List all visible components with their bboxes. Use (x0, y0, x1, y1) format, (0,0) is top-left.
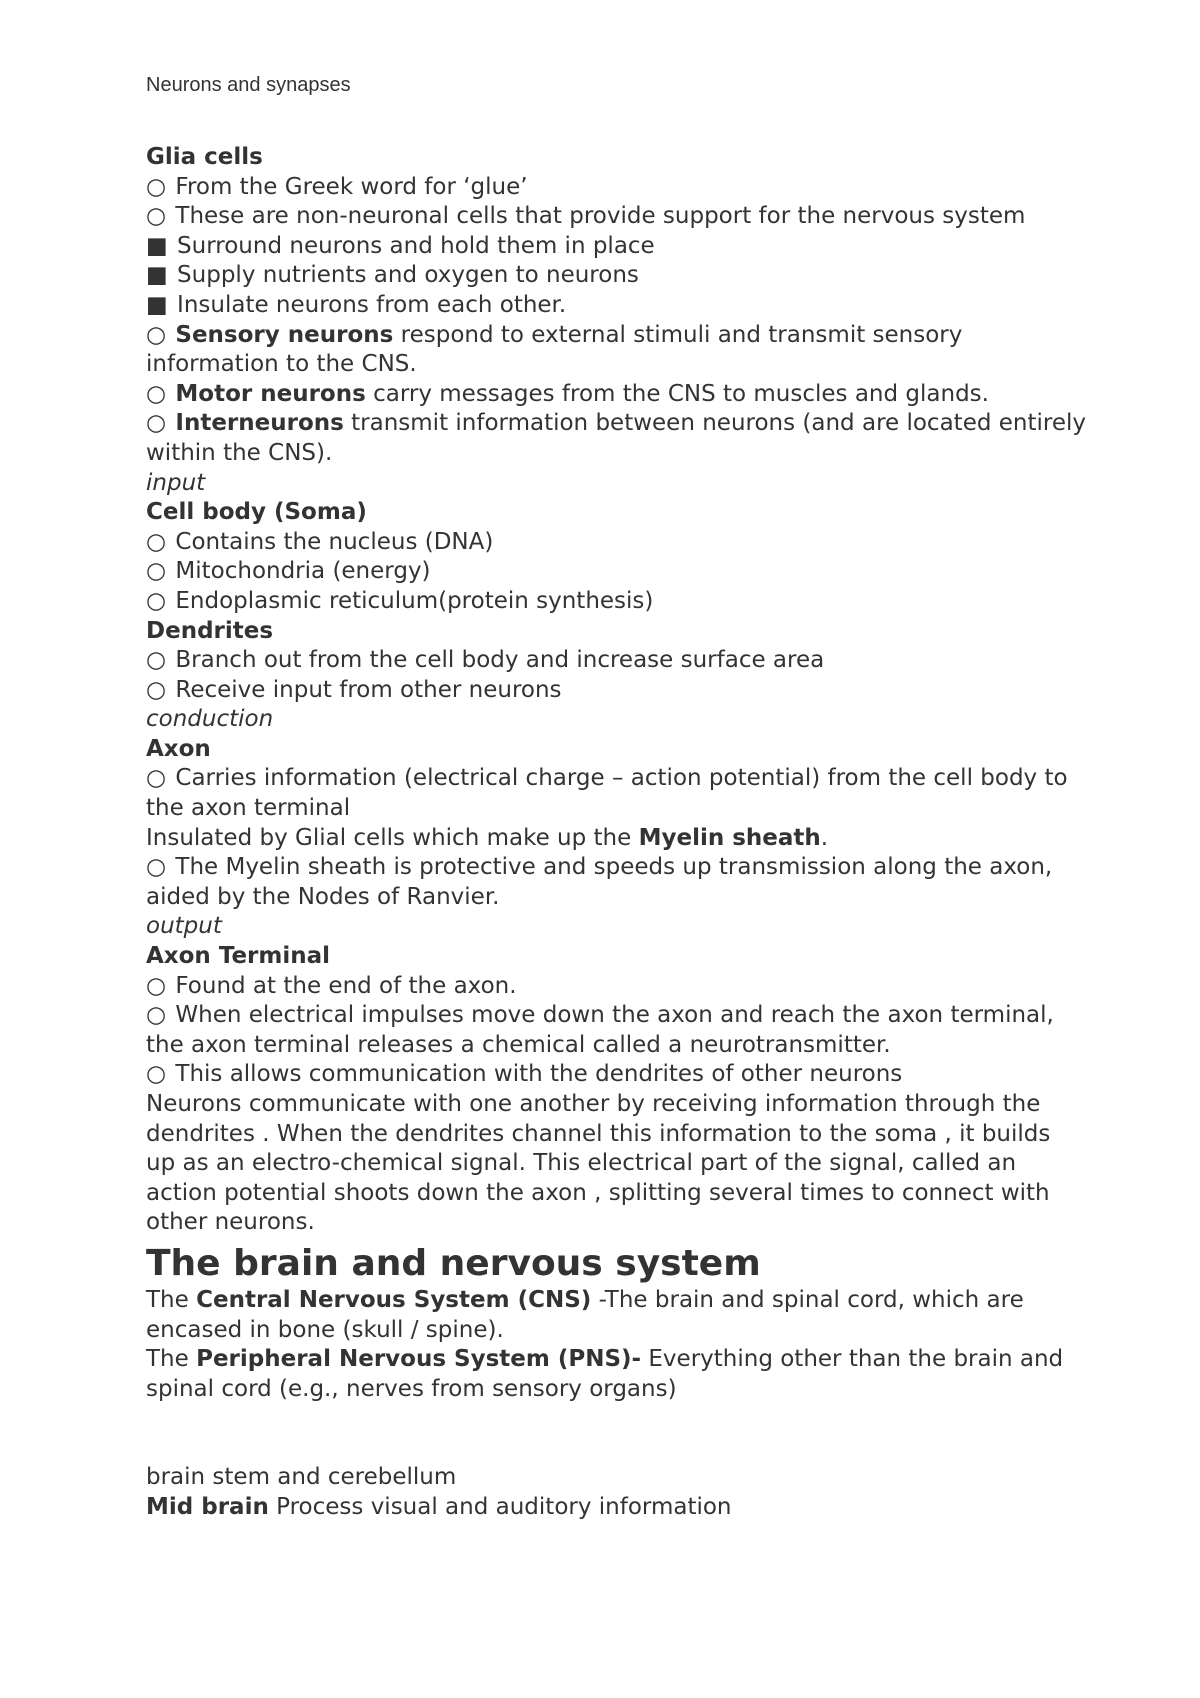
hollow-circle-bullet-icon: ○ (146, 173, 167, 200)
blank-space (146, 1404, 1086, 1463)
hollow-circle-bullet-icon: ○ (146, 528, 167, 555)
running-header: Neurons and synapses (146, 74, 351, 96)
text-line-brain-stem: brain stem and cerebellum (146, 1464, 457, 1491)
term-cns: Central Nervous System (CNS) (196, 1286, 592, 1313)
section-heading-glia: Glia cells (146, 144, 263, 170)
section-heading-axon: Axon (146, 735, 211, 762)
bullet-item: ○ Sensory neurons respond to external stimuli and transmit sensory information to the CNS. (146, 321, 963, 378)
solid-square-bullet-icon: ■ (146, 262, 168, 289)
term-motor-neurons: Motor neurons (175, 380, 366, 407)
term-pns: Peripheral Nervous System (PNS)- (196, 1346, 642, 1373)
hollow-circle-bullet-icon: ○ (146, 972, 167, 999)
bullet-item: ○ When electrical impulses move down the axon and reach the axon terminal, the axon terminal releases a chemical called a neurotransmitter. (146, 1002, 1054, 1058)
section-label-output: output (146, 913, 222, 940)
text-line-mid-brain: Mid brain Process visual and auditory information (146, 1493, 732, 1520)
section-heading-dendrites: Dendrites (146, 617, 274, 644)
hollow-circle-bullet-icon: ○ (146, 854, 167, 881)
hollow-circle-bullet-icon: ○ (146, 1061, 167, 1088)
bullet-item: ○ This allows communication with the dendrites of other neurons (146, 1060, 1086, 1090)
term-sensory-neurons: Sensory neurons (175, 321, 394, 348)
bullet-item: ○ Carries information (electrical charge – action potential) from the cell body to the axon terminal (146, 765, 1068, 822)
term-myelin-sheath: Myelin sheath (638, 824, 821, 851)
solid-square-bullet-icon: ■ (146, 232, 168, 259)
hollow-circle-bullet-icon: ○ (146, 676, 167, 703)
bullet-item: ○ The Myelin sheath is protective and speeds up transmission along the axon, aided by the Nodes of Ranvier. (146, 854, 1053, 910)
section-label-input: input (146, 469, 206, 496)
hollow-circle-bullet-icon: ○ (146, 1002, 167, 1029)
section-heading-cell-body: Cell body (Soma) (146, 499, 367, 526)
bullet-item: ○ Interneurons transmit information between neurons (and are located entirely within the CNS). (146, 410, 1086, 466)
hollow-circle-bullet-icon: ○ (146, 380, 167, 407)
section-title-brain: The brain and nervous system (146, 1242, 761, 1284)
sub-bullet-item: ■ Supply nutrients and oxygen to neurons (146, 261, 1086, 291)
bullet-item: ○ From the Greek word for ‘glue’ (146, 173, 1086, 203)
hollow-circle-bullet-icon: ○ (146, 765, 167, 792)
bullet-item: ○ Receive input from other neurons (146, 676, 1086, 706)
bullet-item: ○ Endoplasmic reticulum(protein synthesis) (146, 587, 1086, 617)
term-mid-brain: Mid brain (146, 1493, 269, 1520)
bullet-item: ○ These are non-neuronal cells that provide support for the nervous system (146, 202, 1086, 232)
bullet-item: ○ Motor neurons carry messages from the CNS to muscles and glands. (146, 380, 1086, 410)
text-line-cns: The Central Nervous System (CNS) -The brain and spinal cord, which are encased in bone (skull / spine). (146, 1286, 1024, 1343)
text-line-pns: The Peripheral Nervous System (PNS)- Everything other than the brain and spinal cord (e.g., nerves from sensory organs) (146, 1346, 1064, 1402)
hollow-circle-bullet-icon: ○ (146, 321, 167, 348)
hollow-circle-bullet-icon: ○ (146, 587, 167, 614)
body-paragraph: Neurons communicate with one another by receiving information through the dendrites . When the dendrites channel this information to the soma , it builds up as an electro-chemical signal. This electrical part of the signal, called an action potential shoots down the axon , splitting several times to connect with other neurons. (146, 1091, 1051, 1236)
hollow-circle-bullet-icon: ○ (146, 410, 167, 437)
section-heading-axon-terminal: Axon Terminal (146, 943, 331, 970)
document-body (146, 143, 1086, 1523)
solid-square-bullet-icon: ■ (146, 291, 168, 318)
bullet-item: ○ Branch out from the cell body and increase surface area (146, 646, 1086, 676)
hollow-circle-bullet-icon: ○ (146, 558, 167, 585)
text-line: Insulated by Glial cells which make up the Myelin sheath. (146, 824, 829, 851)
section-label-conduction: conduction (146, 706, 274, 733)
sub-bullet-item: ■ Insulate neurons from each other. (146, 291, 1086, 321)
hollow-circle-bullet-icon: ○ (146, 203, 167, 230)
bullet-item: ○ Contains the nucleus (DNA) (146, 528, 1086, 558)
sub-bullet-item: ■ Surround neurons and hold them in place (146, 232, 1086, 262)
term-interneurons: Interneurons (175, 410, 344, 437)
bullet-item: ○ Mitochondria (energy) (146, 557, 1086, 587)
hollow-circle-bullet-icon: ○ (146, 647, 167, 674)
bullet-item: ○ Found at the end of the axon. (146, 972, 1086, 1002)
